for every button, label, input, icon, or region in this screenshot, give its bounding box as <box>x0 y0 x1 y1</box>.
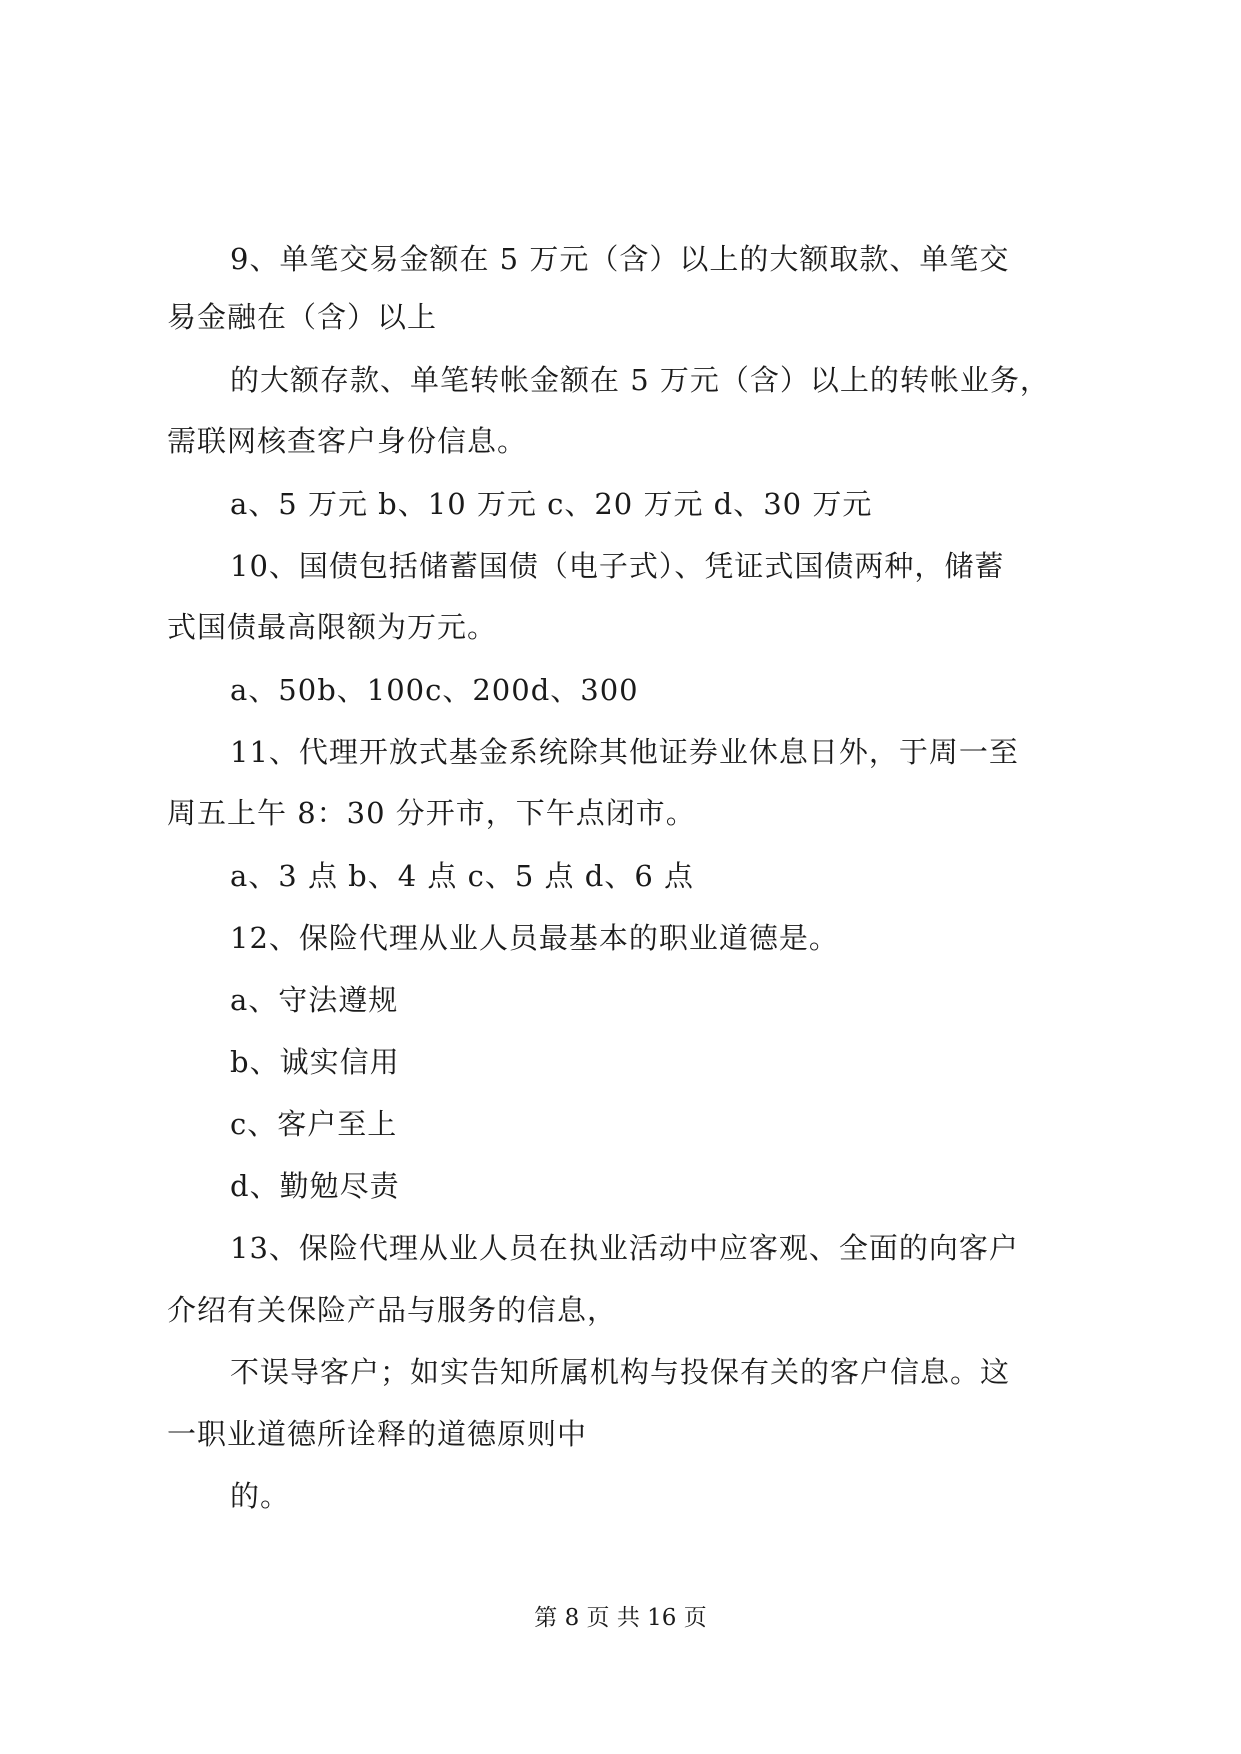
q10-line-2: 式国债最高限额为万元。 <box>167 610 498 644</box>
q11-options: a、3 点 b、4 点 c、5 点 d、6 点 <box>230 859 694 893</box>
q12-line-1: 12、保险代理从业人员最基本的职业道德是。 <box>230 921 839 955</box>
q12-option-d: d、勤勉尽责 <box>230 1169 400 1203</box>
q9-line-2: 易金融在（含）以上 <box>167 300 438 334</box>
q11-line-2: 周五上午 8：30 分开市，下午点闭市。 <box>167 796 696 830</box>
q11-line-1: 11、代理开放式基金系统除其他证券业休息日外，于周一至 <box>230 735 1019 769</box>
q9-options: a、5 万元 b、10 万元 c、20 万元 d、30 万元 <box>230 487 873 521</box>
q9-line-3: 的大额存款、单笔转帐金额在 5 万元（含）以上的转帐业务， <box>230 363 1050 397</box>
q13-line-2: 介绍有关保险产品与服务的信息， <box>167 1293 618 1327</box>
q9-line-1: 9、单笔交易金额在 5 万元（含）以上的大额取款、单笔交 <box>230 242 1010 276</box>
q10-options: a、50b、100c、200d、300 <box>230 673 639 707</box>
q12-option-b: b、诚实信用 <box>230 1045 400 1079</box>
q13-line-4: 一职业道德所诠释的道德原则中 <box>167 1417 588 1451</box>
page-footer: 第 8 页 共 16 页 <box>534 1605 707 1631</box>
q12-option-a: a、守法遵规 <box>230 983 399 1017</box>
q13-line-5: 的。 <box>230 1479 291 1513</box>
q10-line-1: 10、国债包括储蓄国债（电子式）、凭证式国债两种，储蓄 <box>230 549 1005 583</box>
q12-option-c: c、客户至上 <box>230 1107 398 1141</box>
q9-line-4: 需联网核查客户身份信息。 <box>167 424 528 458</box>
q13-line-1: 13、保险代理从业人员在执业活动中应客观、全面的向客户 <box>230 1231 1019 1265</box>
q13-line-3: 不误导客户；如实告知所属机构与投保有关的客户信息。这 <box>230 1355 1011 1389</box>
